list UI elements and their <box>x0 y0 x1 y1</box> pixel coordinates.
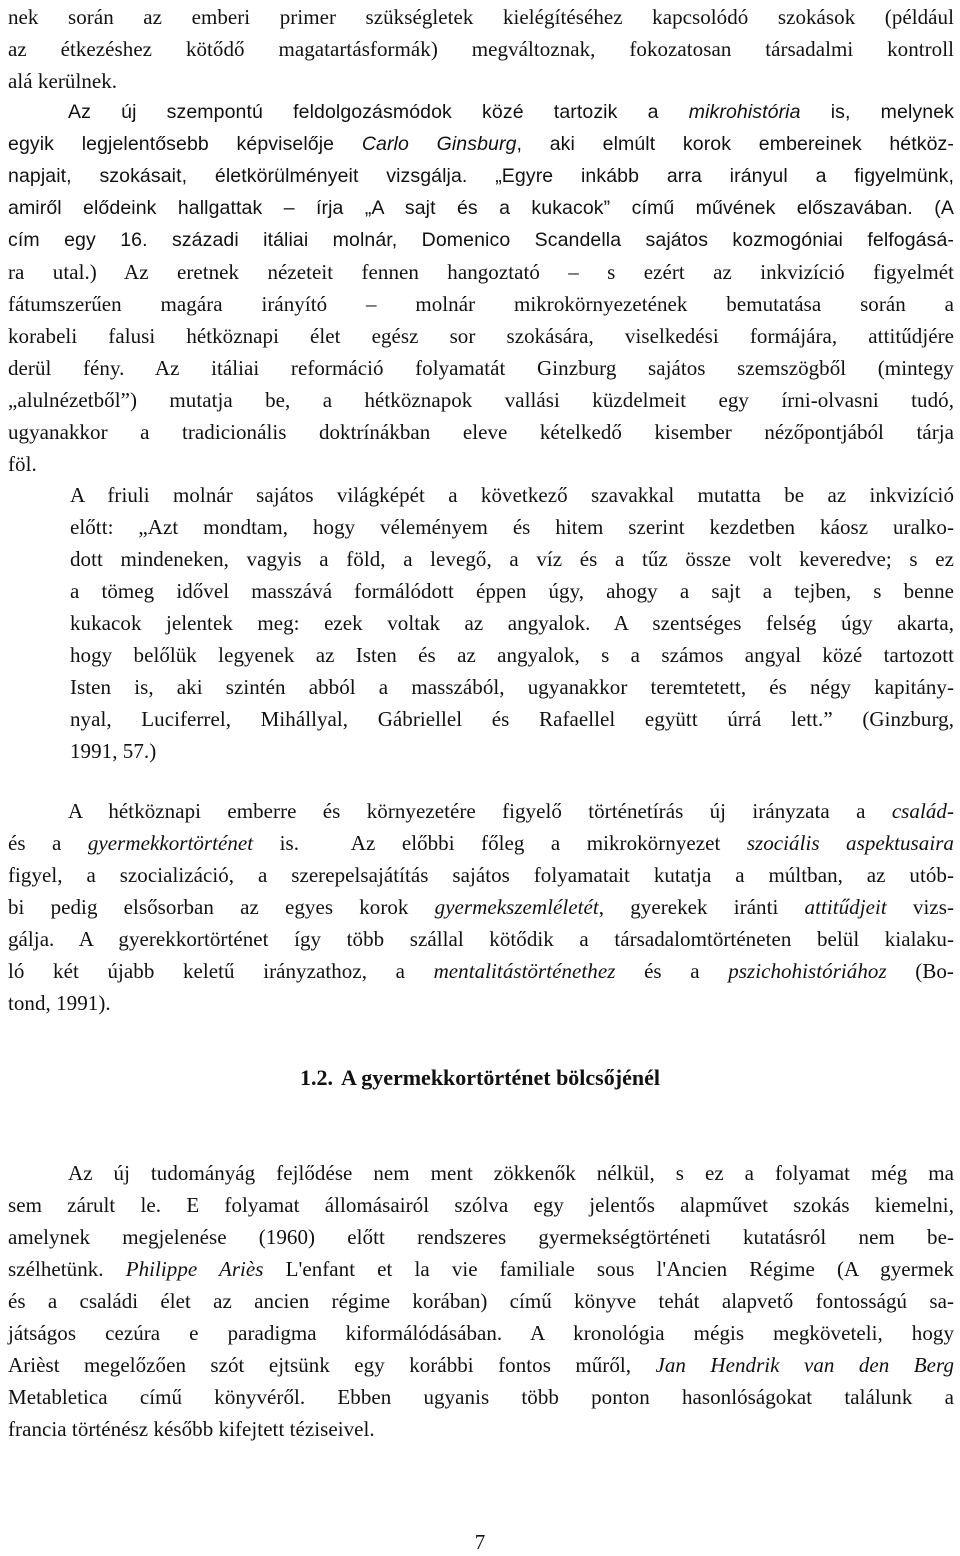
text-span: az étkezéshez kötődő magatartásformák) megváltoznak, fokozatosan társadalmi kontroll <box>8 37 954 61</box>
text-line <box>8 1320 954 1346</box>
italic-span: Carlo Ginsburg <box>361 133 517 155</box>
italic-span: család <box>891 799 947 823</box>
section-number: 1.2. <box>300 1065 334 1090</box>
text-line <box>8 195 954 221</box>
section-title: A gyermekkortörténet bölcsőjénél <box>341 1065 660 1090</box>
text-line <box>8 36 954 62</box>
quote-line <box>70 738 156 764</box>
text-line <box>8 1256 954 1282</box>
text-span: korabeli falusi hétköznapi élet egész sor szokására, viselkedési formájára, attitűdjére <box>8 324 954 348</box>
text-span: , gyerekek iránti <box>598 895 805 919</box>
text-line <box>8 163 954 189</box>
text-line <box>8 387 954 413</box>
italic-span: pszichohistóriához <box>728 959 887 983</box>
text-line <box>8 451 37 477</box>
text-line <box>8 227 954 253</box>
text-span: hogy belőlük legyenek az Isten és az angyalok, s a számos angyal közé tartozott <box>70 643 954 667</box>
italic-span: gyermekkortörténet <box>87 831 254 855</box>
italic-span: Jan Hendrik van den Berg <box>655 1353 954 1377</box>
text-line <box>8 926 954 952</box>
italic-span: Philippe Ariès <box>125 1257 264 1281</box>
text-line <box>8 830 954 856</box>
section-heading <box>0 1064 960 1092</box>
text-line <box>8 68 117 94</box>
text-span: játságos cezúra e paradigma kiformálódásában. A kronológia mégis megköveteli, hogy <box>8 1321 954 1345</box>
text-line <box>8 1384 954 1410</box>
text-span: Metabletica című könyvéről. Ebben ugyanis több ponton hasonlóságokat találunk a <box>8 1385 954 1409</box>
text-span: nyal, Luciferrel, Mihállyal, Gábriellel és Rafaellel együtt úrrá lett.” (Ginzburg, <box>70 707 954 731</box>
text-span: francia történész később kifejtett téziseivel. <box>8 1417 375 1441</box>
text-span: Az új szempontú feldolgozásmódok közé tartozik a <box>68 101 689 123</box>
text-span: ra utal.) Az eretnek nézeteit fennen hangoztató – s ezért az inkvizíció figyelmét <box>8 260 954 284</box>
text-span: 1991, 57.) <box>70 739 157 763</box>
text-line <box>68 798 954 824</box>
italic-span: attitűdjeit <box>804 895 887 919</box>
text-line <box>8 1416 375 1442</box>
text-line <box>8 990 111 1016</box>
italic-span: mentalitástörténethez <box>433 959 616 983</box>
text-span: tond, 1991). <box>8 991 111 1015</box>
text-line <box>8 862 954 888</box>
text-span: föl. <box>8 452 37 476</box>
text-line <box>8 323 954 349</box>
text-line <box>8 894 954 920</box>
text-line <box>8 131 954 157</box>
text-span: L'enfant et la vie familiale sous l'Ancien Régime (A gyermek <box>263 1257 954 1281</box>
text-line <box>8 4 954 30</box>
page-number: 7 <box>474 1530 486 1554</box>
text-span: és a <box>615 959 729 983</box>
text-span: A friuli molnár sajátos világképét a következő szavakkal mutatta be az inkvizíció <box>70 483 954 507</box>
text-line <box>8 1288 954 1314</box>
text-span: gálja. A gyerekkortörténet így több szállal kötődik a társadalomtörténeten belül kialaku- <box>8 927 954 951</box>
text-span: - <box>946 799 954 823</box>
text-line <box>68 1160 954 1186</box>
italic-span: gyermekszemléletét <box>434 895 599 919</box>
text-span: „alulnézetből”) mutatja be, a hétköznapok vallási küzdelmeit egy írni-olvasni tudó, <box>8 388 954 412</box>
text-span: (Bo- <box>886 959 954 983</box>
text-span: derül fény. Az itáliai reformáció folyamatát Ginzburg sajátos szemszögből (mintegy <box>8 356 954 380</box>
text-span: fátumszerűen magára irányító – molnár mikrokörnyezetének bemutatása során a <box>8 292 954 316</box>
quote-line <box>70 514 954 540</box>
quote-line <box>70 546 954 572</box>
quote-line <box>70 482 954 508</box>
text-span: vizs- <box>886 895 954 919</box>
text-span: egyik legjelentősebb képviselője <box>8 133 362 155</box>
text-span: is, melynek <box>800 101 954 123</box>
quote-line <box>70 578 954 604</box>
text-span: nek során az emberi primer szükségletek kielégítéséhez kapcsolódó szokások (például <box>8 5 954 29</box>
text-span: előtt: „Azt mondtam, hogy véleményem és hitem szerint kezdetben káosz uralko- <box>70 515 954 539</box>
text-span: a tömeg idővel masszává formálódott éppen úgy, ahogy a sajt a tejben, s benne <box>70 579 954 603</box>
text-span: Arièst megelőzően szót ejtsünk egy korábbi fontos műről, <box>8 1353 656 1377</box>
text-line <box>8 259 954 285</box>
text-span: , aki elmúlt korok embereinek hétköz- <box>516 133 954 155</box>
quote-line <box>70 642 954 668</box>
text-span: sem zárult le. E folyamat állomásairól szólva egy jelentős alapművet szokás kiemelni, <box>8 1193 954 1217</box>
text-span: bi pedig elsősorban az egyes korok <box>8 895 435 919</box>
text-span: A hétköznapi emberre és környezetére figyelő történetírás új irányzata a <box>68 799 892 823</box>
quote-line <box>70 706 954 732</box>
text-span: is. Az előbbi főleg a mikrokörnyezet <box>253 831 747 855</box>
text-span: dott mindeneken, vagyis a föld, a levegő, a víz és a tűz össze volt keveredve; s ez <box>70 547 954 571</box>
text-line <box>8 419 954 445</box>
text-span: szélhetünk. <box>8 1257 126 1281</box>
text-line <box>8 958 954 984</box>
text-span: cím egy 16. századi itáliai molnár, Domenico Scandella sajátos kozmogóniai felfogásá- <box>8 229 954 251</box>
text-line <box>8 291 954 317</box>
text-span: Isten is, aki szintén abból a masszából, ugyanakkor teremtetett, és négy kapitány- <box>70 675 954 699</box>
text-line <box>8 1352 954 1378</box>
text-line <box>68 99 954 125</box>
text-span: és a családi élet az ancien régime korában) című könyve tehát alapvető fontosságú sa- <box>8 1289 954 1313</box>
text-span: napjait, szokásait, életkörülményeit vizsgálja. „Egyre inkább arra irányul a figyelmünk, <box>8 165 954 187</box>
text-line <box>8 1224 954 1250</box>
text-span: ló két újabb keletű irányzathoz, a <box>8 959 434 983</box>
text-line <box>8 355 954 381</box>
quote-line <box>70 674 954 700</box>
text-span: figyel, a szocializáció, a szerepelsajátítás sajátos folyamatait kutatja a múltban, az utób- <box>8 863 954 887</box>
italic-span: mikrohistória <box>688 101 801 123</box>
text-span: és a <box>8 831 88 855</box>
text-span: amelynek megjelenése (1960) előtt rendszeres gyermekségtörténeti kutatásról nem be- <box>8 1225 954 1249</box>
text-span: Az új tudományág fejlődése nem ment zökkenők nélkül, s ez a folyamat még ma <box>68 1161 954 1185</box>
text-span: kukacok jelentek meg: ezek voltak az angyalok. A szentséges felség úgy akarta, <box>70 611 954 635</box>
text-span: alá kerülnek. <box>8 69 118 93</box>
text-line <box>8 1192 954 1218</box>
italic-span: szociális aspektusaira <box>746 831 954 855</box>
text-span: ugyanakkor a tradicionális doktrínákban eleve kételkedő kisember nézőpontjából tárja <box>8 420 954 444</box>
quote-line <box>70 610 954 636</box>
text-span: amiről elődeink hallgattak – írja „A sajt és a kukacok” című művének előszavában. (A <box>8 197 954 219</box>
